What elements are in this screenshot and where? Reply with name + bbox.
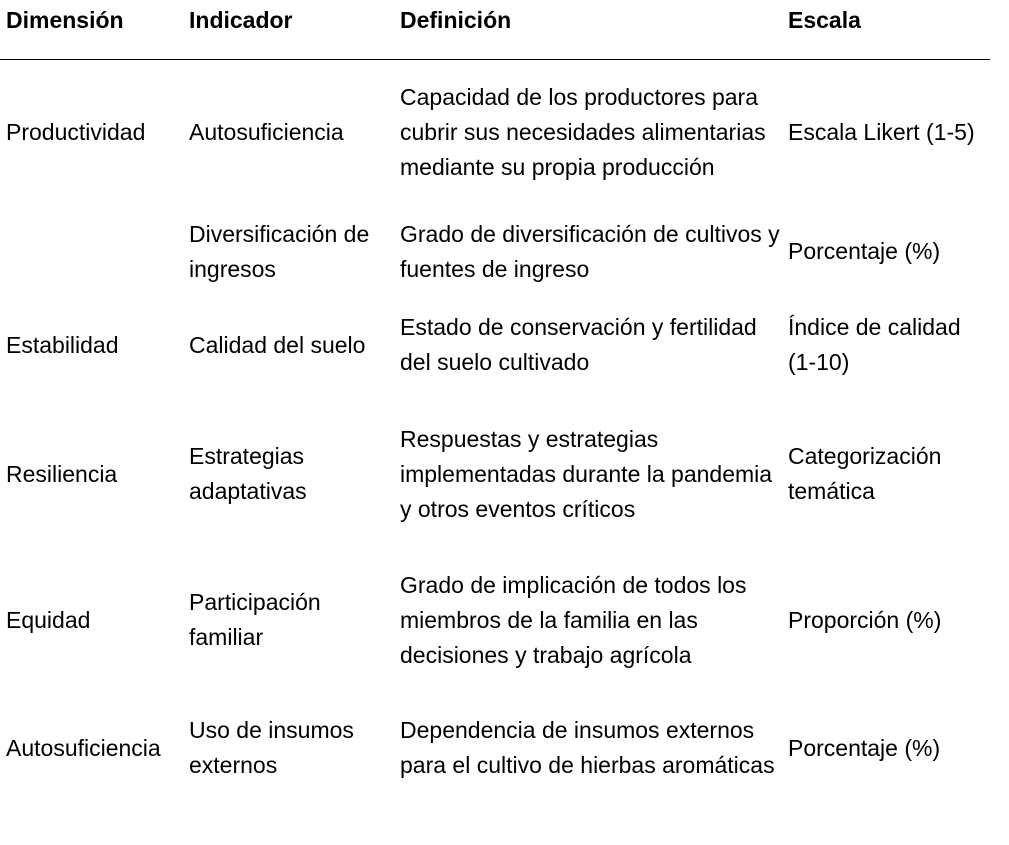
cell-indicator: Diversificación de ingresos: [189, 220, 370, 282]
cell-dimension: Autosuficiencia: [6, 734, 161, 761]
cell-definition: Grado de implicación de todos los miembros de la familia en las decisiones y trabajo agrícola: [400, 571, 747, 668]
cell-dimension: Estabilidad: [6, 331, 119, 358]
table-body: [0, 60, 990, 813]
cell-definition: Capacidad de los productores para cubrir sus necesidades alimentarias mediante su propia producción: [400, 84, 766, 180]
table-row: [0, 392, 990, 556]
cell-definition: Dependencia de insumos externos para el cultivo de hierbas aromáticas: [400, 717, 775, 778]
cell-dimension: Equidad: [6, 606, 91, 633]
cell-scale: Proporción (%): [788, 606, 942, 633]
header-definition: Definición: [394, 0, 782, 60]
table-row: [0, 556, 990, 684]
header-indicator: Indicador: [183, 0, 394, 60]
cell-indicator: Participación familiar: [189, 589, 321, 650]
cell-scale: Escala Likert (1-5): [788, 119, 975, 145]
cell-scale: Categorización temática: [788, 443, 942, 504]
cell-dimension: Resiliencia: [6, 460, 118, 487]
header-scale: Escala: [782, 0, 990, 60]
table-header: [0, 0, 990, 60]
cell-indicator: Uso de insumos externos: [189, 717, 354, 778]
cell-definition: Respuestas y estrategias implementadas durante la pandemia y otros eventos críticos: [400, 425, 773, 522]
cell-scale: Porcentaje (%): [788, 734, 941, 761]
header-row: [0, 0, 990, 60]
table-row: [0, 684, 990, 812]
cell-indicator: Calidad del suelo: [189, 331, 366, 358]
cell-indicator: Autosuficiencia: [189, 119, 344, 145]
header-dimension: Dimensión: [0, 0, 183, 60]
cell-scale: Índice de calidad (1-10): [788, 314, 961, 375]
cell-definition: Grado de diversificación de cultivos y fuentes de ingreso: [400, 220, 780, 282]
cell-definition: Estado de conservación y fertilidad del suelo cultivado: [400, 314, 757, 375]
table-row: [0, 298, 990, 392]
table-row: [0, 60, 990, 206]
cell-indicator: Estrategias adaptativas: [189, 443, 307, 504]
cell-dimension: [0, 205, 183, 298]
cell-scale: Porcentaje (%): [788, 238, 941, 264]
cell-dimension: Productividad: [6, 119, 146, 145]
table-row: [0, 205, 990, 298]
